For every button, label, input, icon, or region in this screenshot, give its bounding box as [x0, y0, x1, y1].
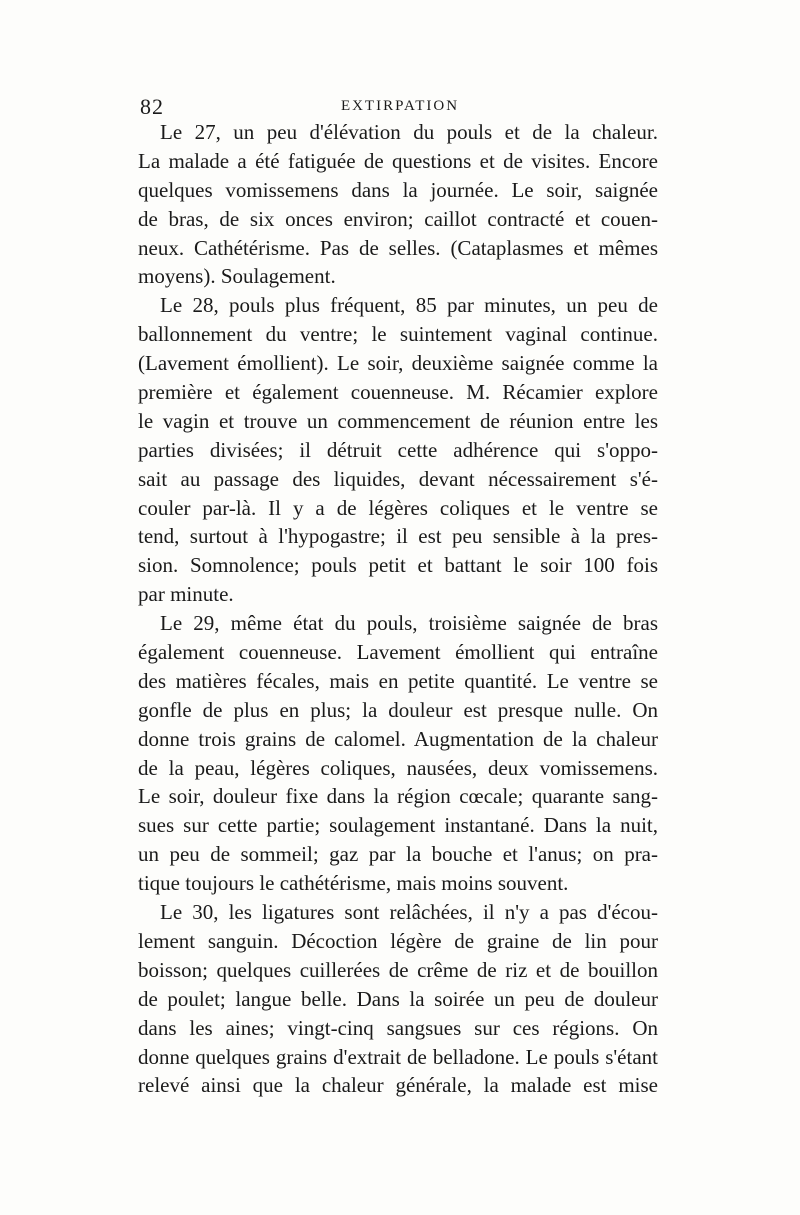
text-line: sait au passage des liquides, devant nécessairement s'é-	[138, 466, 658, 491]
text-line: moyens). Soulagement.	[138, 264, 336, 289]
text-line: des matières fécales, mais en petite quantité. Le ventre se	[138, 668, 658, 693]
text-line: Le 27, un peu d'élévation du pouls et de la chaleur.	[160, 120, 658, 144]
text-line: Le 28, pouls plus fréquent, 85 par minutes, un peu de	[160, 293, 658, 318]
text-line: ballonnement du ventre; le suintement vaginal continue.	[138, 322, 658, 347]
text-line: sion. Somnolence; pouls petit et battant le soir 100 fois	[138, 553, 658, 578]
text-line: dans les aines; vingt-cinq sangsues sur ces régions. On	[138, 1015, 658, 1040]
text-line: quelques vomissemens dans la journée. Le soir, saignée	[138, 177, 658, 202]
text-line: gonfle de plus en plus; la douleur est presque nulle. On	[138, 697, 658, 722]
text-line: sues sur cette partie; soulagement instantané. Dans la nuit,	[138, 813, 658, 838]
text-line: La malade a été fatiguée de questions et de visites. Encore	[138, 148, 658, 173]
text-line: de bras, de six onces environ; caillot contracté et couen-	[138, 206, 658, 231]
text-line: parties divisées; il détruit cette adhérence qui s'oppo-	[138, 437, 658, 462]
page-number: 82	[140, 94, 164, 119]
text-line: (Lavement émollient). Le soir, deuxième saignée comme la	[138, 351, 658, 376]
text-line: boisson; quelques cuillerées de crême de riz et de bouillon	[138, 957, 658, 982]
body-text	[138, 118, 658, 1100]
text-line: tique toujours le cathétérisme, mais moins souvent.	[138, 871, 569, 896]
text-line: tend, surtout à l'hypogastre; il est peu sensible à la pres-	[138, 524, 658, 549]
text-line: Le soir, douleur fixe dans la région cœcale; quarante sang-	[138, 784, 658, 809]
text-line: donne quelques grains d'extrait de belladone. Le pouls s'étant	[138, 1044, 658, 1069]
text-line: également couenneuse. Lavement émollient qui entraîne	[138, 640, 658, 665]
text-line: donne trois grains de calomel. Augmentation de la chaleur	[138, 726, 658, 751]
text-line: un peu de sommeil; gaz par la bouche et l'anus; on pra-	[138, 842, 658, 867]
text-line: Le 29, même état du pouls, troisième saignée de bras	[160, 611, 658, 636]
text-line: Le 30, les ligatures sont relâchées, il n'y a pas d'écou-	[160, 900, 658, 925]
text-line: de la peau, légères coliques, nausées, deux vomissemens.	[138, 755, 658, 780]
text-line: relevé ainsi que la chaleur générale, la malade est mise	[138, 1073, 658, 1098]
text-line: neux. Cathétérisme. Pas de selles. (Cataplasmes et mêmes	[138, 235, 658, 260]
text-line: le vagin et trouve un commencement de réunion entre les	[138, 408, 658, 433]
text-line: première et également couenneuse. M. Récamier explore	[138, 380, 658, 405]
text-line: couler par-là. Il y a de légères coliques et le ventre se	[138, 495, 658, 520]
text-line: de poulet; langue belle. Dans la soirée un peu de douleur	[138, 986, 658, 1011]
text-line: par minute.	[138, 582, 234, 607]
running-head: EXTIRPATION	[340, 98, 460, 114]
text-line: lement sanguin. Décoction légère de graine de lin pour	[138, 928, 658, 953]
